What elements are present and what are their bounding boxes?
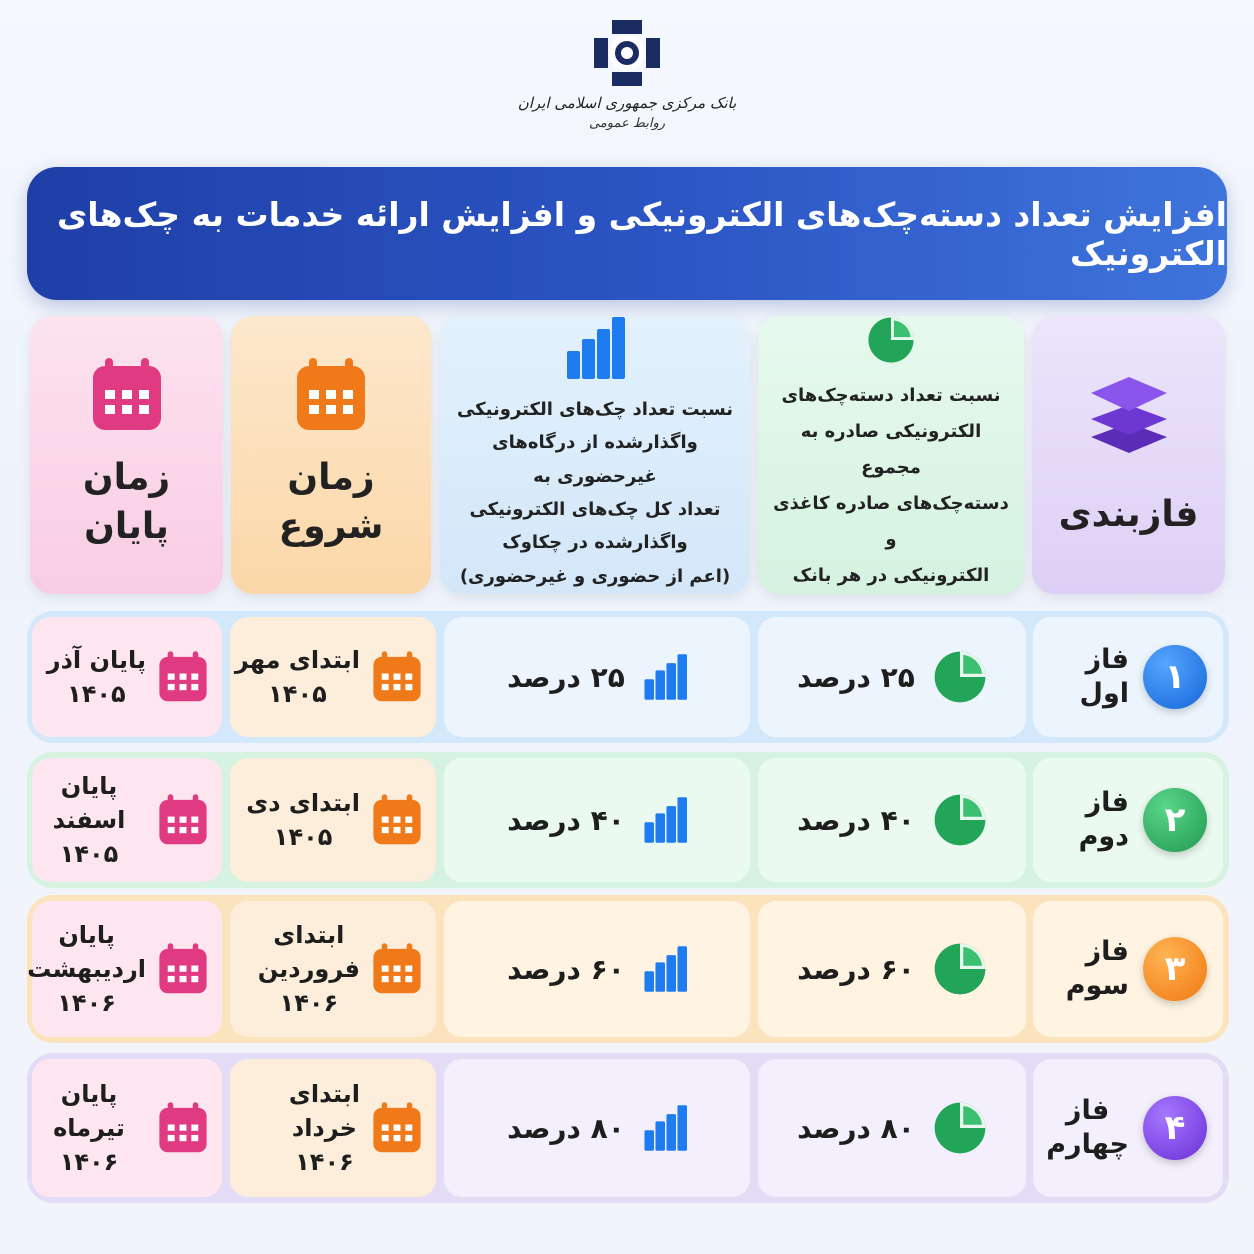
calendar-icon <box>158 651 208 703</box>
ratio-cheques-value: ۴۰ درصد <box>507 803 625 837</box>
end-time-value: پایان تیرماه ۱۴۰۶ <box>53 1079 125 1177</box>
pie-chart-icon <box>933 942 987 996</box>
ratio-cheques-value: ۶۰ درصد <box>507 952 625 986</box>
pie-chart-icon <box>858 316 924 364</box>
ratio-cheques-cell <box>444 758 750 882</box>
start-time-value: ابتدای دی ۱۴۰۵ <box>246 788 360 851</box>
ratio-cheques-value: ۸۰ درصد <box>507 1111 625 1145</box>
bank-logo <box>0 18 1254 131</box>
table-row <box>27 895 1229 1043</box>
calendar-icon <box>295 358 367 432</box>
calendar-icon <box>372 651 422 703</box>
bar-chart-icon <box>565 317 625 379</box>
ratio-cheques-cell <box>444 901 750 1037</box>
phase-cell <box>1033 901 1223 1037</box>
ratio-cheques-value: ۲۵ درصد <box>507 660 625 694</box>
end-time-cell <box>27 901 222 1037</box>
end-time-cell <box>32 1059 222 1197</box>
logo-subtext: روابط عمومی <box>588 116 666 131</box>
start-time-cell <box>230 617 436 737</box>
ratio-checkbooks-value: ۸۰ درصد <box>797 1111 915 1145</box>
table-row <box>27 752 1229 888</box>
bar-chart-icon <box>643 945 687 993</box>
header-ratio-checkbooks <box>758 316 1024 594</box>
ratio-checkbooks-value: ۲۵ درصد <box>797 660 915 694</box>
ratio-cheques-cell <box>444 617 750 737</box>
header-ratio-cheques <box>440 316 750 594</box>
phase-label: فاز چهارم <box>1046 1095 1129 1160</box>
header-start-label: زمان شروع <box>278 457 384 547</box>
ratio-checkbooks-cell <box>758 758 1026 882</box>
end-time-value: پایان اردیبهشت ۱۴۰۶ <box>27 920 146 1018</box>
pie-chart-icon <box>933 793 987 847</box>
header-end-label: زمان پایان <box>82 457 171 547</box>
ratio-checkbooks-cell <box>758 617 1026 737</box>
start-time-value: ابتدای مهر ۱۴۰۵ <box>234 645 360 708</box>
logo-text: بانک مرکزی جمهوری اسلامی ایران <box>517 94 737 112</box>
header-ratio-cheques-text: نسبت تعداد چک‌های الکترونیکی واگذارشده از درگاه‌های غیرحضوری به تعداد کل چک‌های الکترونیکی واگذارشده در چکاوک (اعم از حضوری و غیرحضوری) <box>456 399 734 587</box>
layers-icon <box>1087 371 1171 461</box>
start-time-cell <box>230 758 436 882</box>
phase-number-badge: ۲ <box>1143 788 1207 852</box>
ratio-cheques-cell <box>444 1059 750 1197</box>
start-time-value: ابتدای فروردین ۱۴۰۶ <box>257 920 360 1018</box>
ratio-checkbooks-value: ۶۰ درصد <box>797 952 915 986</box>
end-time-value: پایان اسفند ۱۴۰۵ <box>52 771 126 869</box>
pie-chart-icon <box>933 650 987 704</box>
phase-label: فاز دوم <box>1078 787 1129 852</box>
bar-chart-icon <box>643 653 687 701</box>
pie-chart-icon <box>933 1101 987 1155</box>
ratio-checkbooks-value: ۴۰ درصد <box>797 803 915 837</box>
end-time-cell <box>32 617 222 737</box>
calendar-icon <box>158 794 208 846</box>
ratio-checkbooks-cell <box>758 1059 1026 1197</box>
phase-label: فاز سوم <box>1065 936 1129 1001</box>
header-phase-label: فازبندی <box>1058 493 1199 535</box>
title-banner <box>27 167 1227 300</box>
phase-number-badge: ۳ <box>1143 937 1207 1001</box>
header-start-time <box>231 316 431 594</box>
phase-cell <box>1033 617 1223 737</box>
start-time-cell <box>230 1059 436 1197</box>
phase-number-badge: ۱ <box>1143 645 1207 709</box>
header-phase <box>1032 316 1225 594</box>
page-title: افزایش تعداد دسته‌چک‌های الکترونیکی و افزایش ارائه خدمات به چک‌های الکترونیک <box>57 194 1227 273</box>
start-time-value: ابتدای خرداد ۱۴۰۶ <box>288 1079 360 1177</box>
bar-chart-icon <box>643 1104 687 1152</box>
phase-number-badge: ۴ <box>1143 1096 1207 1160</box>
central-bank-emblem-icon <box>592 18 662 88</box>
calendar-icon <box>372 1102 422 1154</box>
table-row <box>27 1053 1229 1203</box>
calendar-icon <box>372 943 422 995</box>
calendar-icon <box>91 358 163 432</box>
header-ratio-checkbooks-text: نسبت تعداد دسته‌چک‌های الکترونیکی صادره به مجموع دسته‌چک‌های صادره کاغذی و الکترونیکی در هر بانک <box>773 385 1009 586</box>
header-end-time <box>30 316 223 594</box>
calendar-icon <box>372 794 422 846</box>
start-time-cell <box>230 901 436 1037</box>
calendar-icon <box>158 943 208 995</box>
phase-cell <box>1033 1059 1223 1197</box>
phase-cell <box>1033 758 1223 882</box>
bar-chart-icon <box>643 796 687 844</box>
phase-label: فاز اول <box>1079 644 1129 709</box>
calendar-icon <box>158 1102 208 1154</box>
end-time-value: پایان آذر ۱۴۰۵ <box>46 645 146 708</box>
end-time-cell <box>32 758 222 882</box>
ratio-checkbooks-cell <box>758 901 1026 1037</box>
table-row <box>27 611 1229 743</box>
